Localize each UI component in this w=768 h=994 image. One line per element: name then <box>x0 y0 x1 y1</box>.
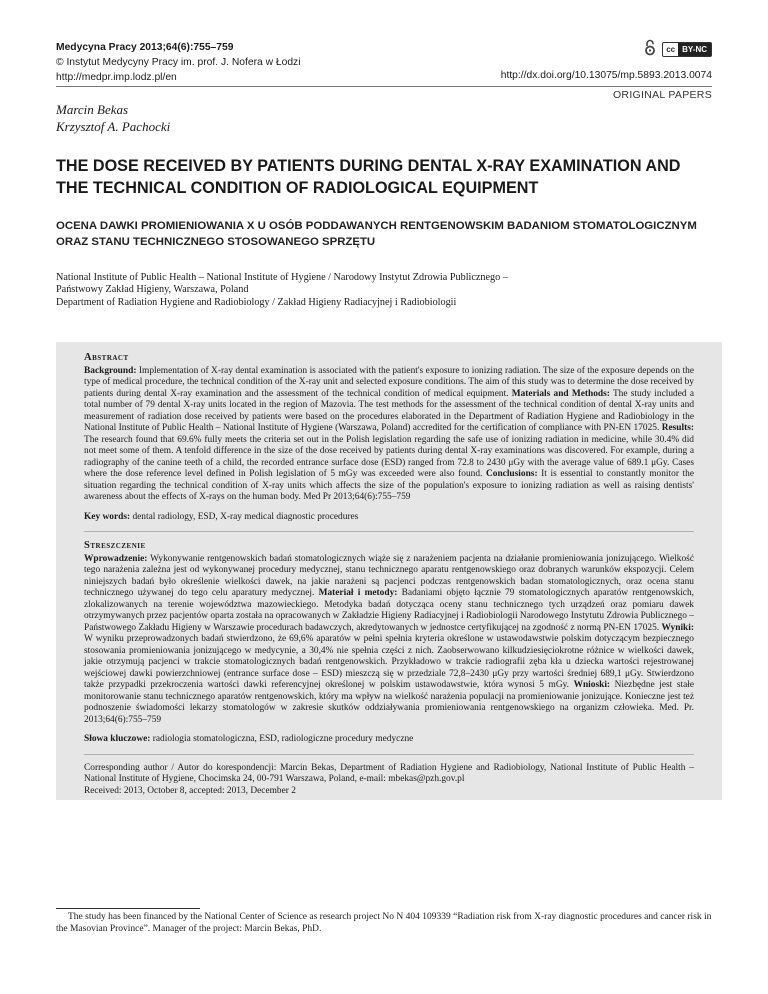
copyright-line: © Instytut Medycyny Pracy im. prof. J. Nofera w Łodzi <box>56 57 301 68</box>
background-text: Implementation of X-ray dental examination is associated with the patient's exposure to ionizing radiation. The size of the exposure depends on the type of medical procedure, the technical condition of the X-ray unit and selected exposure conditions. The aim of this study was to determine the dose received by patients during dental X-ray examination and the assessment of the technical condition of medical equipment. <box>84 365 695 399</box>
slowa-kluczowe <box>84 734 694 746</box>
author-list <box>56 101 170 135</box>
abstract-text <box>84 366 694 504</box>
wnioski-label: Wnioski: <box>573 680 611 690</box>
cc-by-nc-badge[interactable] <box>662 42 712 57</box>
streszczenie-divider <box>84 754 694 755</box>
metody-text: Badaniami objęto łącznie 79 stomatologicznych aparatów rentgenowskich, zlokalizowanych na terenie województwa mazowieckiego. Metodyka badań dotycząca oceny stanu technicznego tych urządzeń oraz pomiaru dawek otrzymywanych przez pacjentów oparta została na opracowanych w Zakładzie Higieny Radiacyjnej i Radiobiologii Narodowego Instytutu Zdrowia Publicznego – Państwowego Zakładu Higieny w Warszawie procedurach badawczych, akredytowanych w jednostce certyfikującej na zgodność z normą PN-EN 17025. <box>84 588 694 633</box>
affiliation-line: Department of Radiation Hygiene and Radiobiology / Zakład Higieny Radiacyjnej i Radiobiologii <box>56 296 457 308</box>
keywords-label: Key words: <box>84 511 131 522</box>
results-label: Results: <box>661 423 694 433</box>
affiliation-line: National Institute of Public Health – National Institute of Hygiene / Narodowy Instytut Zdrowia Publicznego – <box>56 272 508 283</box>
license-type: BY-NC <box>678 43 711 56</box>
abstract-divider <box>84 531 694 532</box>
funding-footnote: The study has been financed by the National Center of Science as research project No N 404 109339 “Radiation risk from X-ray diagnostic procedures and cancer risk in the Masovian Province”. Manager of the project: Marcin Bekas, PhD. <box>56 912 712 934</box>
keywords <box>84 512 694 524</box>
footnote-divider <box>56 908 200 909</box>
methods-text: The study included a total number of 79 dental X-ray units located in the region of Mazovia. The test methods for the assessment of the technical condition of dental X-ray units and measurement of radiation dose received by patients were based on the procedures elaborated in the Department of Radiation Hygiene and Radiobiology in the National Institute of Public Health – National Institute of Hygiene (Warszawa, Poland) accredited for the certification of compliance with PN-EN 17025. <box>84 388 694 433</box>
background-label: Background: <box>84 365 137 376</box>
article-title: THE DOSE RECEIVED BY PATIENTS DURING DENTAL X-RAY EXAMINATION AND THE TECHNICAL CONDITION OF RADIOLOGICAL EQUIPMENT <box>56 157 681 197</box>
slowa-kluczowe-text: radiologia stomatologiczna, ESD, radiologiczne procedury medyczne <box>152 734 414 744</box>
journal-header <box>56 40 301 85</box>
wprowadzenie-label: Wprowadzenie: <box>84 553 148 564</box>
cc-icon: cc <box>663 45 678 54</box>
article-title-polish: OCENA DAWKI PROMIENIOWANIA X U OSÓB PODDAWANYCH RENTGENOWSKIM BADANIOM STOMATOLOGICZNYM ORAZ STANU TECHNICZNEGO STOSOWANEGO SPRZĘTU <box>56 220 697 248</box>
wprowadzenie-text: Wykonywanie rentgenowskich badań stomatologicznych wiąże się z narażeniem pacjenta na działanie promieniowania jonizującego. Wielkość tego narażenia zależna jest od wykonywanej procedury medycznej, stanu technicznego aparatu rentgenowskiego oraz dobranych warunków ekspozycji. Celem niniejszych badań było określenie wielkości dawek, na jakie narażeni są pacjenci podczas rentgenowskich badan stomatologicznych, oraz ocena stanu technicznego używanej do tego celu aparatury medycznej. <box>84 553 694 598</box>
section-tag: ORIGINAL PAPERS <box>612 89 712 101</box>
conclusions-text: It is essential to constantly monitor the situation regarding the technical condition of X-ray units which affects the size of the population's exposure to ionizing radiation as well as raising dentists' awareness about the effects of X-rays on the human body. Med Pr 2013;64(6):755–759 <box>84 469 695 502</box>
journal-website-link[interactable]: http://medpr.imp.lodz.pl/en <box>56 72 177 83</box>
header-right <box>501 40 712 81</box>
license-row <box>501 40 712 58</box>
results-text: The research found that 69.6% fully meets the criteria set out in the Polish legislation regarding the safe use of ionizing radiation in medicine, while 30.4% did not meet some of them. A tenfold difference in the size of the dose received by patients during dental X-ray examinations was discovered. For example, during a radiography of the canine teeth of a child, the recorded entrance surface dose (ESD) ranged from 72.8 to 2430 μGy with the average value of 689.1 μGy. Cases where the dose reference level defined in Polish legislation of 5 mGy was exceeded were also found. <box>84 434 694 479</box>
wyniki-label: Wyniki: <box>661 622 694 633</box>
journal-citation: Medycyna Pracy 2013;64(6):755–759 <box>56 42 234 53</box>
wyniki-text: W wyniku przeprowadzonych badań stwierdzono, że 69,6% aparatów w pełni spełnia kryteria określone w ustawodawstwie polskim dotyczącym bezpiecznego stosowania promieniowania jonizującego w medycynie, a 30,4% nie spełnia części z nich. Zaobserwowano kilkudziesięciokrotne różnice w wielkości dawek, jakie otrzymują pacjenci w trakcie stomatologicznych badań rentgenowskich. Przykładowo w trakcie radiografii zęba kła u dziecka wartości rejestrowanej wejściowej dawki powierzchniowej (entrance surface dose – ESD) mieszczą się w przedziale 72,8–2430 μGy przy wartości średniej 689,1 μGy. Stwierdzono także przypadki przekroczenia wartości dawki referencyjnej określonej w polskim ustawodawstwie, która wynosi 5 mGy. <box>84 634 694 690</box>
corresponding-author: Corresponding author / Autor do korespondencji: Marcin Bekas, Department of Radiation Hygiene and Radiobiology, National Institute of Public Health – National Institute of Hygiene, Chocimska 24, 00-791 Warszawa, Poland, e-mail: mbekas@pzh.gov.pl <box>84 762 694 784</box>
author-name: Marcin Bekas <box>56 102 129 117</box>
author-name: Krzysztof A. Pachocki <box>56 119 171 134</box>
streszczenie-heading: Streszczenie <box>84 540 146 551</box>
received-accepted-dates: Received: 2013, October 8, accepted: 2013, December 2 <box>84 785 296 796</box>
slowa-kluczowe-label: Słowa kluczowe: <box>84 734 151 744</box>
open-access-icon <box>644 39 656 59</box>
conclusions-label: Conclusions: <box>485 469 538 479</box>
abstract-box <box>56 342 722 800</box>
streszczenie-text <box>84 554 694 727</box>
keywords-text: dental radiology, ESD, X-ray medical diagnostic procedures <box>132 511 359 522</box>
abstract-heading: Abstract <box>84 352 129 363</box>
header-divider <box>56 86 712 87</box>
methods-label: Materials and Methods: <box>511 388 610 399</box>
metody-label: Materiał i metody: <box>318 588 398 598</box>
wnioski-text: Niezbędne jest stałe monitorowanie stanu technicznego aparatów rentgenowskich, który ma wpływ na wielkość narażenia populacji na promieniowanie jonizujące. Konieczne jest też podnoszenie świadomości lekarzy stomatologów w zakresie skutków oddziaływania promieniowania rentgenowskiego na organizm człowieka. Med. Pr. 2013;64(6):755–759 <box>84 680 695 725</box>
affiliation-line: Państwowy Zakład Higieny, Warszawa, Poland <box>56 284 249 296</box>
doi-link[interactable]: http://dx.doi.org/10.13075/mp.5893.2013.0074 <box>500 70 712 81</box>
affiliation <box>56 272 716 309</box>
